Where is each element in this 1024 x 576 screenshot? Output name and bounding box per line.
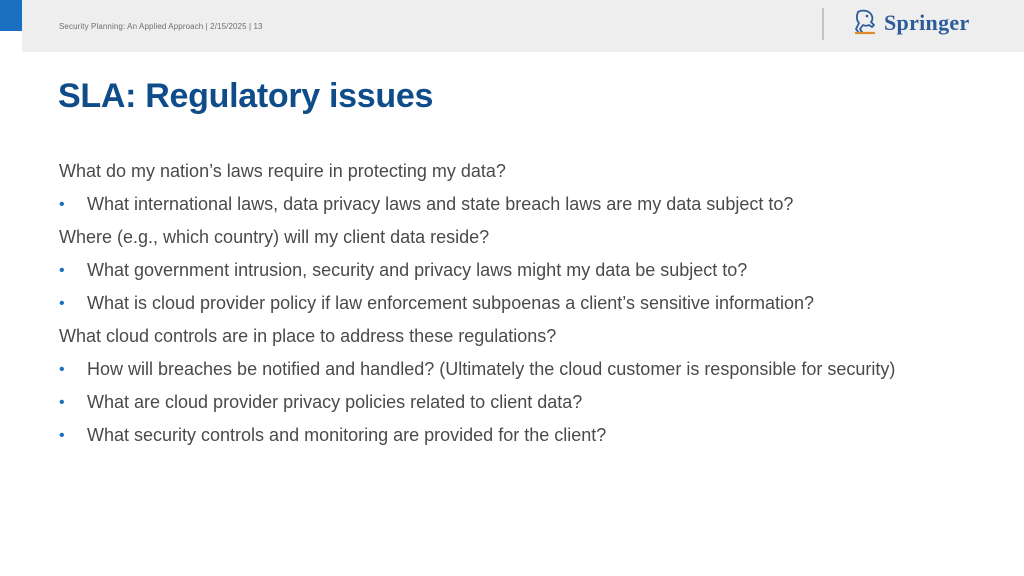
bullet-item xyxy=(59,358,929,381)
bullet-item xyxy=(59,292,929,315)
bullet-icon: • xyxy=(59,427,65,444)
logo-divider xyxy=(822,8,824,40)
question-item xyxy=(59,226,929,249)
slide-title: SLA: Regulatory issues xyxy=(58,77,434,115)
bullet-item xyxy=(59,424,929,447)
item-text: What do my nation’s laws require in protecting my data? xyxy=(59,161,506,181)
bullet-icon: • xyxy=(59,394,65,411)
springer-horse-icon xyxy=(852,9,878,37)
item-text: What cloud controls are in place to address these regulations? xyxy=(59,326,557,346)
bullet-icon: • xyxy=(59,196,65,213)
item-text: What government intrusion, security and privacy laws might my data be subject to? xyxy=(87,260,748,280)
bullet-item xyxy=(59,193,929,216)
item-text: What is cloud provider policy if law enforcement subpoenas a client’s sensitive information? xyxy=(87,293,815,313)
item-text: What security controls and monitoring are provided for the client? xyxy=(87,425,607,445)
bullet-item xyxy=(59,259,929,282)
item-text: What international laws, data privacy laws and state breach laws are my data subject to? xyxy=(87,194,794,214)
bullet-item xyxy=(59,391,929,414)
bullet-icon: • xyxy=(59,262,65,279)
item-text: How will breaches be notified and handled? (Ultimately the cloud customer is responsible for security) xyxy=(87,359,896,379)
question-item xyxy=(59,160,929,183)
slide-meta: Security Planning: An Applied Approach | 2/15/2025 | 13 xyxy=(59,22,263,31)
slide-content xyxy=(59,160,929,457)
bullet-icon: • xyxy=(59,361,65,378)
springer-logo xyxy=(852,9,970,37)
item-text: What are cloud provider privacy policies related to client data? xyxy=(87,392,583,412)
item-text: Where (e.g., which country) will my client data reside? xyxy=(59,227,490,247)
bullet-icon: • xyxy=(59,295,65,312)
springer-wordmark: Springer xyxy=(884,10,970,35)
corner-accent xyxy=(0,0,22,31)
question-item xyxy=(59,325,929,348)
